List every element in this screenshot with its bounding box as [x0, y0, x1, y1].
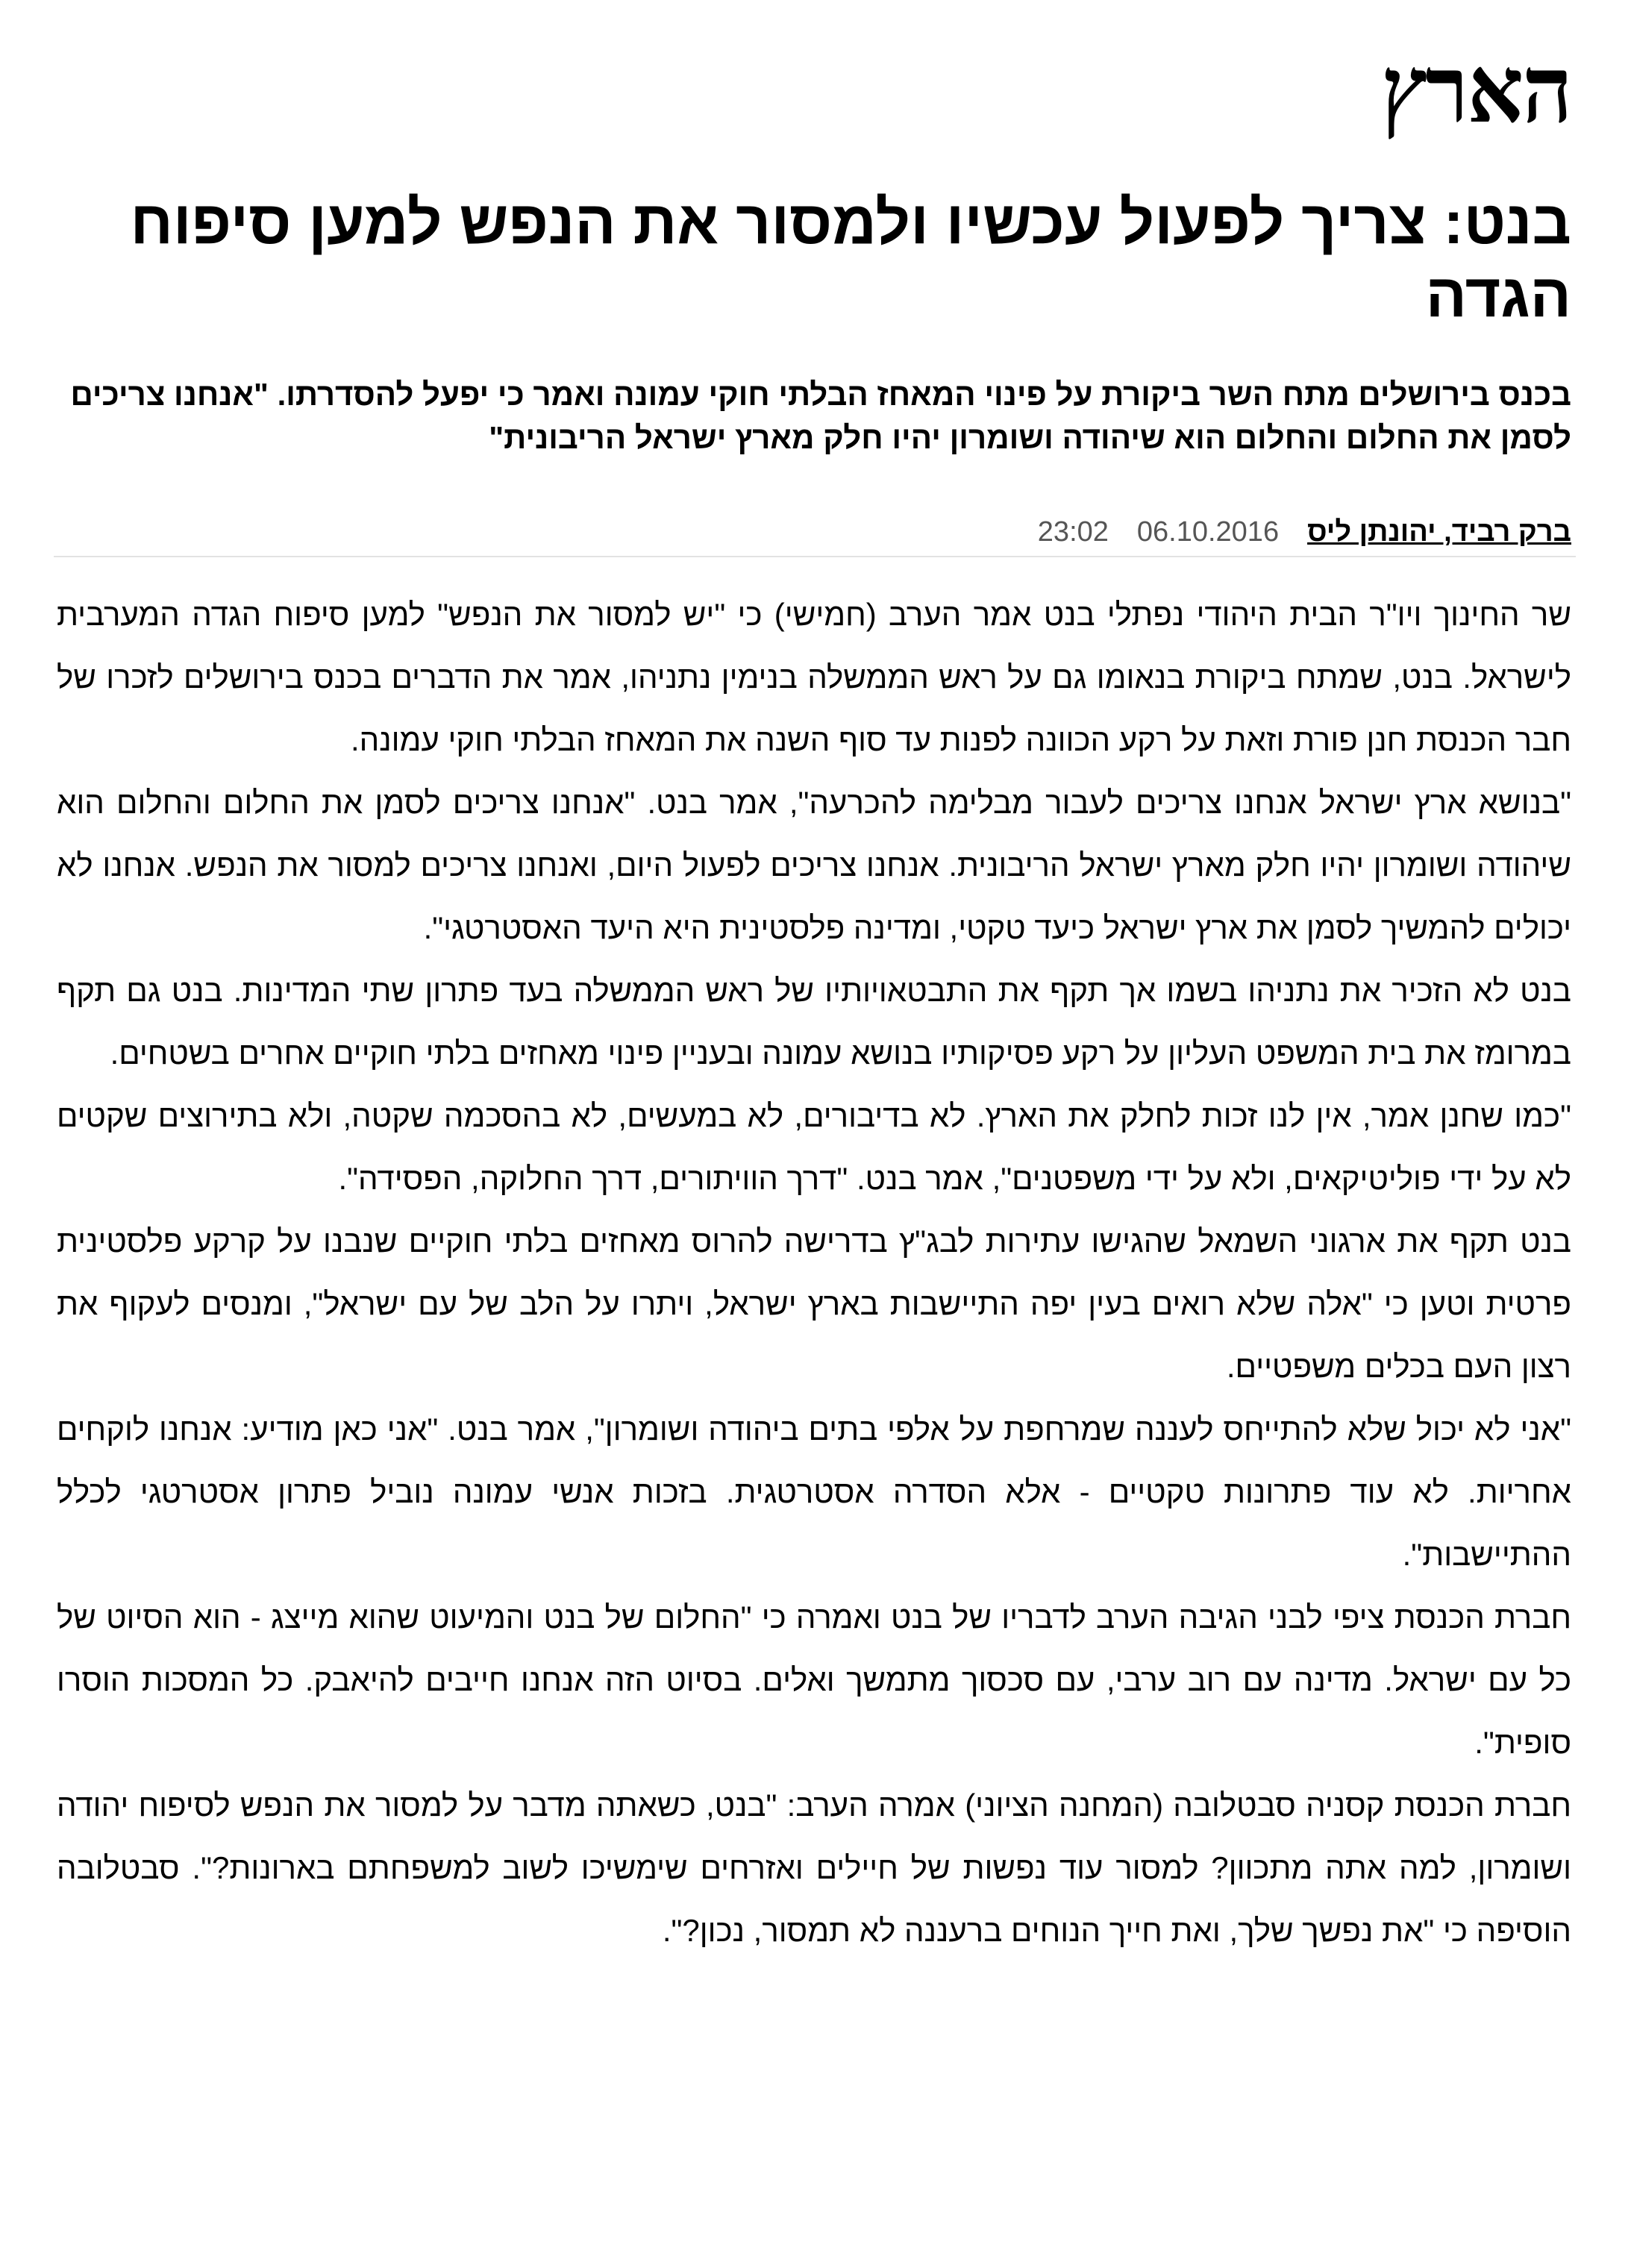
publish-date: 06.10.2016	[1136, 516, 1280, 548]
article-paragraph: חברת הכנסת קסניה סבטלובה (המחנה הציוני) אמרה הערב: "בנט, כשאתה מדבר על למסור את הנפש לסיפוח יהודה ושומרון, למה אתה מתכוון? למסור עוד נפשות של חיילים ואזרחים שימשיכו לשוב למשפחתם בארונות?". סבטלובה הוסיפה כי "את נפשך שלך, ואת חייך הנוחים ברעננה לא תמסור, נכון?".	[57, 1788, 1571, 1948]
article-byline	[42, 511, 1571, 553]
article-subhead: בכנס בירושלים מתח השר ביקורת על פינוי המאחז הבלתי חוקי עמונה ואמר כי יפעל להסדרתו. "אנחנו צריכים לסמן את החלום והחלום הוא שיהודה ושומרון יהיו חלק מארץ ישראל הריבונית"	[70, 377, 1571, 455]
masthead	[1380, 34, 1571, 144]
article-body	[57, 583, 1571, 1962]
article-paragraph: "כמו שחנן אמר, אין לנו זכות לחלק את הארץ. לא בדיבורים, לא במעשים, לא בהסכמה שקטה, ולא בתירוצים שקטים לא על ידי פוליטיקאים, ולא על ידי משפטנים", אמר בנט. "דרך הוויתורים, דרך החלוקה, הפסידה".	[57, 1098, 1571, 1196]
article-headline: בנט: צריך לפעול עכשיו ולמסור את הנפש למען סיפוח הגדה	[130, 189, 1571, 330]
author-links[interactable]: ברק רביד, יהונתן ליס	[1307, 516, 1571, 548]
haaretz-logo[interactable]: הארץ	[1380, 34, 1571, 144]
article-paragraph: "בנושא ארץ ישראל אנחנו צריכים לעבור מבלימה להכרעה", אמר בנט. "אנחנו צריכים לסמן את החלום והחלום הוא שיהודה ושומרון יהיו חלק מארץ ישראל הריבונית. אנחנו צריכים לפעול היום, ואנחנו צריכים למסור את הנפש. אנחנו לא יכולים להמשיך לסמן את ארץ ישראל כיעד טקטי, ומדינה פלסטינית היא היעד האסטרטגי".	[57, 785, 1571, 945]
publish-time: 23:02	[1037, 516, 1109, 548]
article-paragraph: בנט לא הזכיר את נתניהו בשמו אך תקף את התבטאויותיו של ראש הממשלה בעד פתרון שתי המדינות. בנט גם תקף במרומז את בית המשפט העליון על רקע פסיקותיו בנושא עמונה ובעניין פינוי מאחזים בלתי חוקיים אחרים בשטחים.	[57, 973, 1571, 1071]
byline-divider	[54, 556, 1576, 557]
article-paragraph: חברת הכנסת ציפי לבני הגיבה הערב לדבריו של בנט ואמרה כי "החלום של בנט והמיעוט שהוא מייצג - הוא הסיוט של כל עם ישראל. מדינה עם רוב ערבי, עם סכסוך מתמשך ואלים. בסיוט הזה אנחנו חייבים להיאבק. כל המסכות הוסרו סופית".	[57, 1600, 1571, 1760]
article-paragraph: בנט תקף את ארגוני השמאל שהגישו עתירות לבג"ץ בדרישה להרוס מאחזים בלתי חוקיים שנבנו על קרקע פלסטינית פרטית וטען כי "אלה שלא רואים בעין יפה התיישבות בארץ ישראל, ויתרו על הלב של עם ישראל", ומנסים לעקוף את רצון העם בכלים משפטיים.	[57, 1224, 1571, 1384]
article-paragraph: שר החינוך ויו"ר הבית היהודי נפתלי בנט אמר הערב (חמישי) כי "יש למסור את הנפש" למען סיפוח הגדה המערבית לישראל. בנט, שמתח ביקורת בנאומו גם על ראש הממשלה בנימין נתניהו, אמר את הדברים בכנס בירושלים לזכרו של חבר הכנסת חנן פורת וזאת על רקע הכוונה לפנות עד סוף השנה את המאחז הבלתי חוקי עמונה.	[57, 597, 1571, 757]
article-paragraph: "אני לא יכול שלא להתייחס לעננה שמרחפת על אלפי בתים ביהודה ושומרון", אמר בנט. "אני כאן מודיע: אנחנו לוקחים אחריות. לא עוד פתרונות טקטיים - אלא הסדרה אסטרטגית. בזכות אנשי עמונה נוביל פתרון אסטרטגי לכלל ההתיישבות".	[57, 1412, 1571, 1572]
